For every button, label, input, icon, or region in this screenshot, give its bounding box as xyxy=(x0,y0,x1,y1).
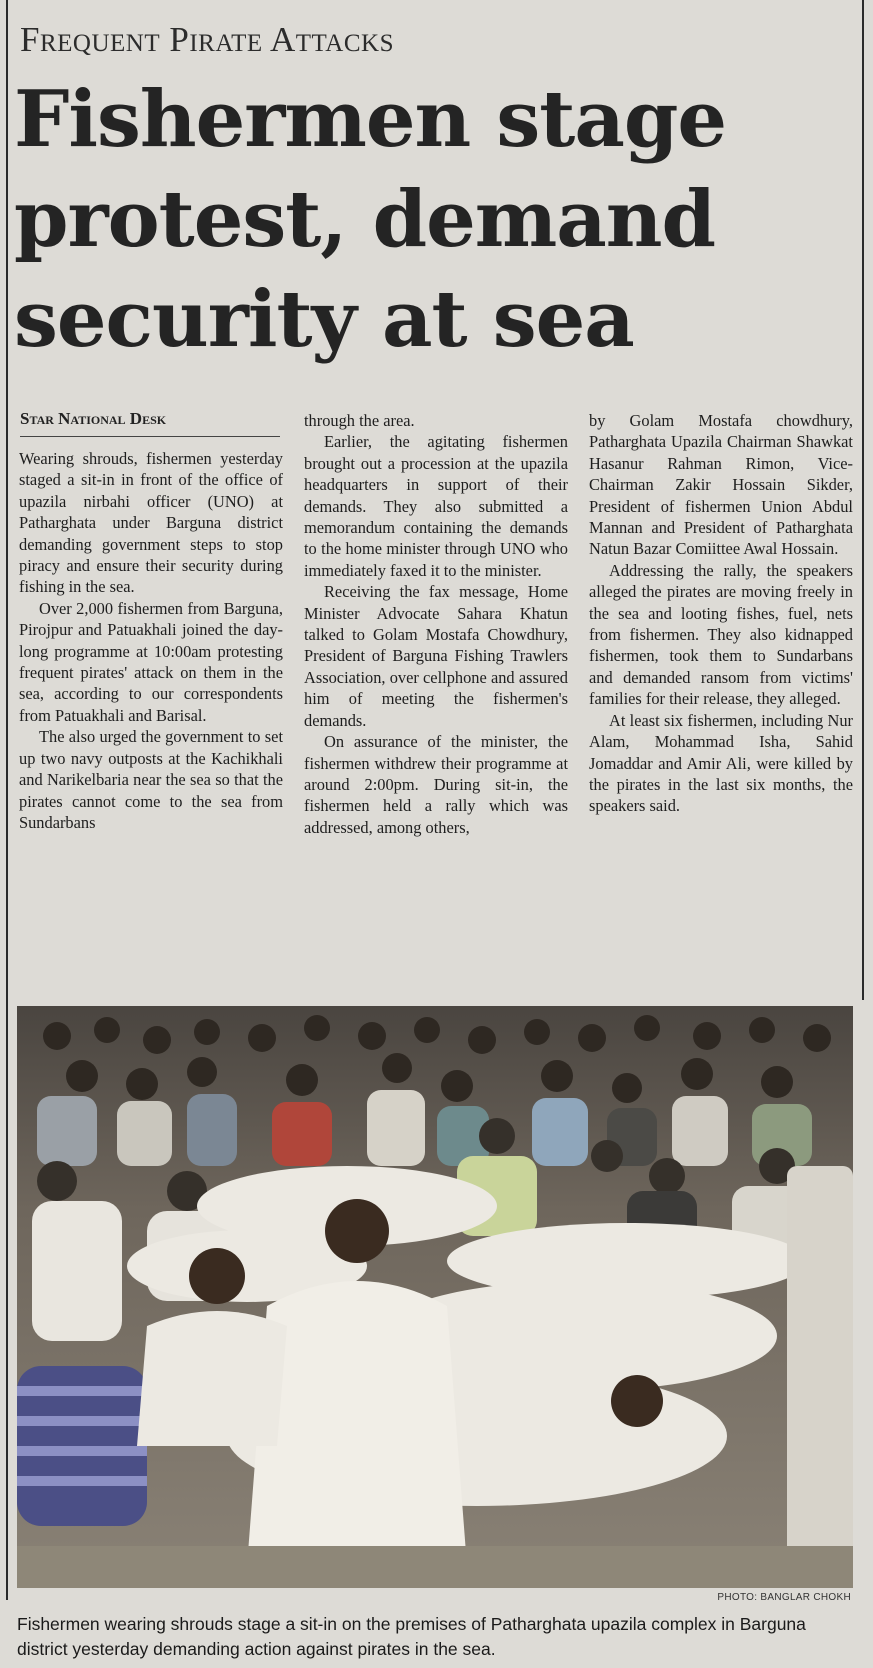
paragraph: Over 2,000 fishermen from Barguna, Pirojpur and Patuakhali joined the day-long programme at 10:00am protesting frequent pirates' attack on them in the sea, according to our correspondents from Patuakhali and Barisal. xyxy=(19,598,283,725)
photo-credit: PHOTO: BANGLAR CHOKH xyxy=(717,1592,851,1603)
paragraph: Earlier, the agitating fishermen brought out a procession at the upazila headquarters in support of their demands. They also submitted a memorandum containing the demands to the home minister through UNO who immediately faxed it to the minister. xyxy=(304,432,568,580)
headline-line-1: Fishermen stage xyxy=(14,74,727,165)
article-column-1 xyxy=(19,448,283,833)
news-photo xyxy=(17,1006,853,1588)
paragraph: Addressing the rally, the speakers alleged the pirates are moving freely in the sea and looting fishes, fuel, nets from fishermen. They also kidnapped fishermen, took them to Sundarbans and demanded ransom from victims' families for their release, they alleged. xyxy=(589,560,853,709)
protest-crowd-illustration xyxy=(17,1006,853,1588)
article-column-3 xyxy=(589,410,853,817)
byline: Star National Desk xyxy=(20,409,167,428)
paragraph: through the area. xyxy=(304,411,415,430)
paragraph: At least six fishermen, including Nur Alam, Mohammad Isha, Sahid Jomaddar and Amir Ali, were killed by the pirates in the last six months, the speakers said. xyxy=(589,710,853,816)
byline-rule xyxy=(20,436,280,437)
right-column-rule xyxy=(862,0,864,1000)
paragraph: The also urged the government to set up two navy outposts at the Kachikhali and Narikelbaria near the sea so that the pirates cannot come to the sea from Sundarbans xyxy=(19,727,283,832)
headline xyxy=(14,70,854,370)
paragraph: On assurance of the minister, the fishermen withdrew their programme at around 2:00pm. During sit-in, the fishermen held a rally which was addressed, among others, xyxy=(304,732,568,837)
paragraph: Wearing shrouds, fishermen yesterday staged a sit-in in front of the office of upazila nirbahi officer (UNO) at Patharghata under Barguna district demanding government steps to stop piracy and ensure their security during fishing in the sea. xyxy=(19,449,283,597)
photo-caption: Fishermen wearing shrouds stage a sit-in on the premises of Patharghata upazila complex in Barguna district yesterday demanding action against pirates in the sea. xyxy=(17,1614,806,1659)
kicker-heading: Frequent Pirate Attacks xyxy=(20,20,394,59)
paragraph: by Golam Mostafa chowdhury, Patharghata Upazila Chairman Shawkat Hasanur Rahman Rimon, Vice-Chairman Zakir Hossain Sikder, President of fishermen Union Abdul Mannan and President of Patharghata Natun Bazar Comiittee Awal Hossain. xyxy=(589,411,853,559)
left-column-rule xyxy=(6,0,8,1600)
headline-line-3: security at sea xyxy=(14,274,634,365)
headline-line-2: protest, demand xyxy=(14,174,716,265)
article-column-2 xyxy=(304,410,568,838)
paragraph: Receiving the fax message, Home Minister Advocate Sahara Khatun talked to Golam Mostafa Chowdhury, President of Barguna Fishing Trawlers Association, over cellphone and assured him of meeting the fishermen's demands. xyxy=(304,582,568,730)
